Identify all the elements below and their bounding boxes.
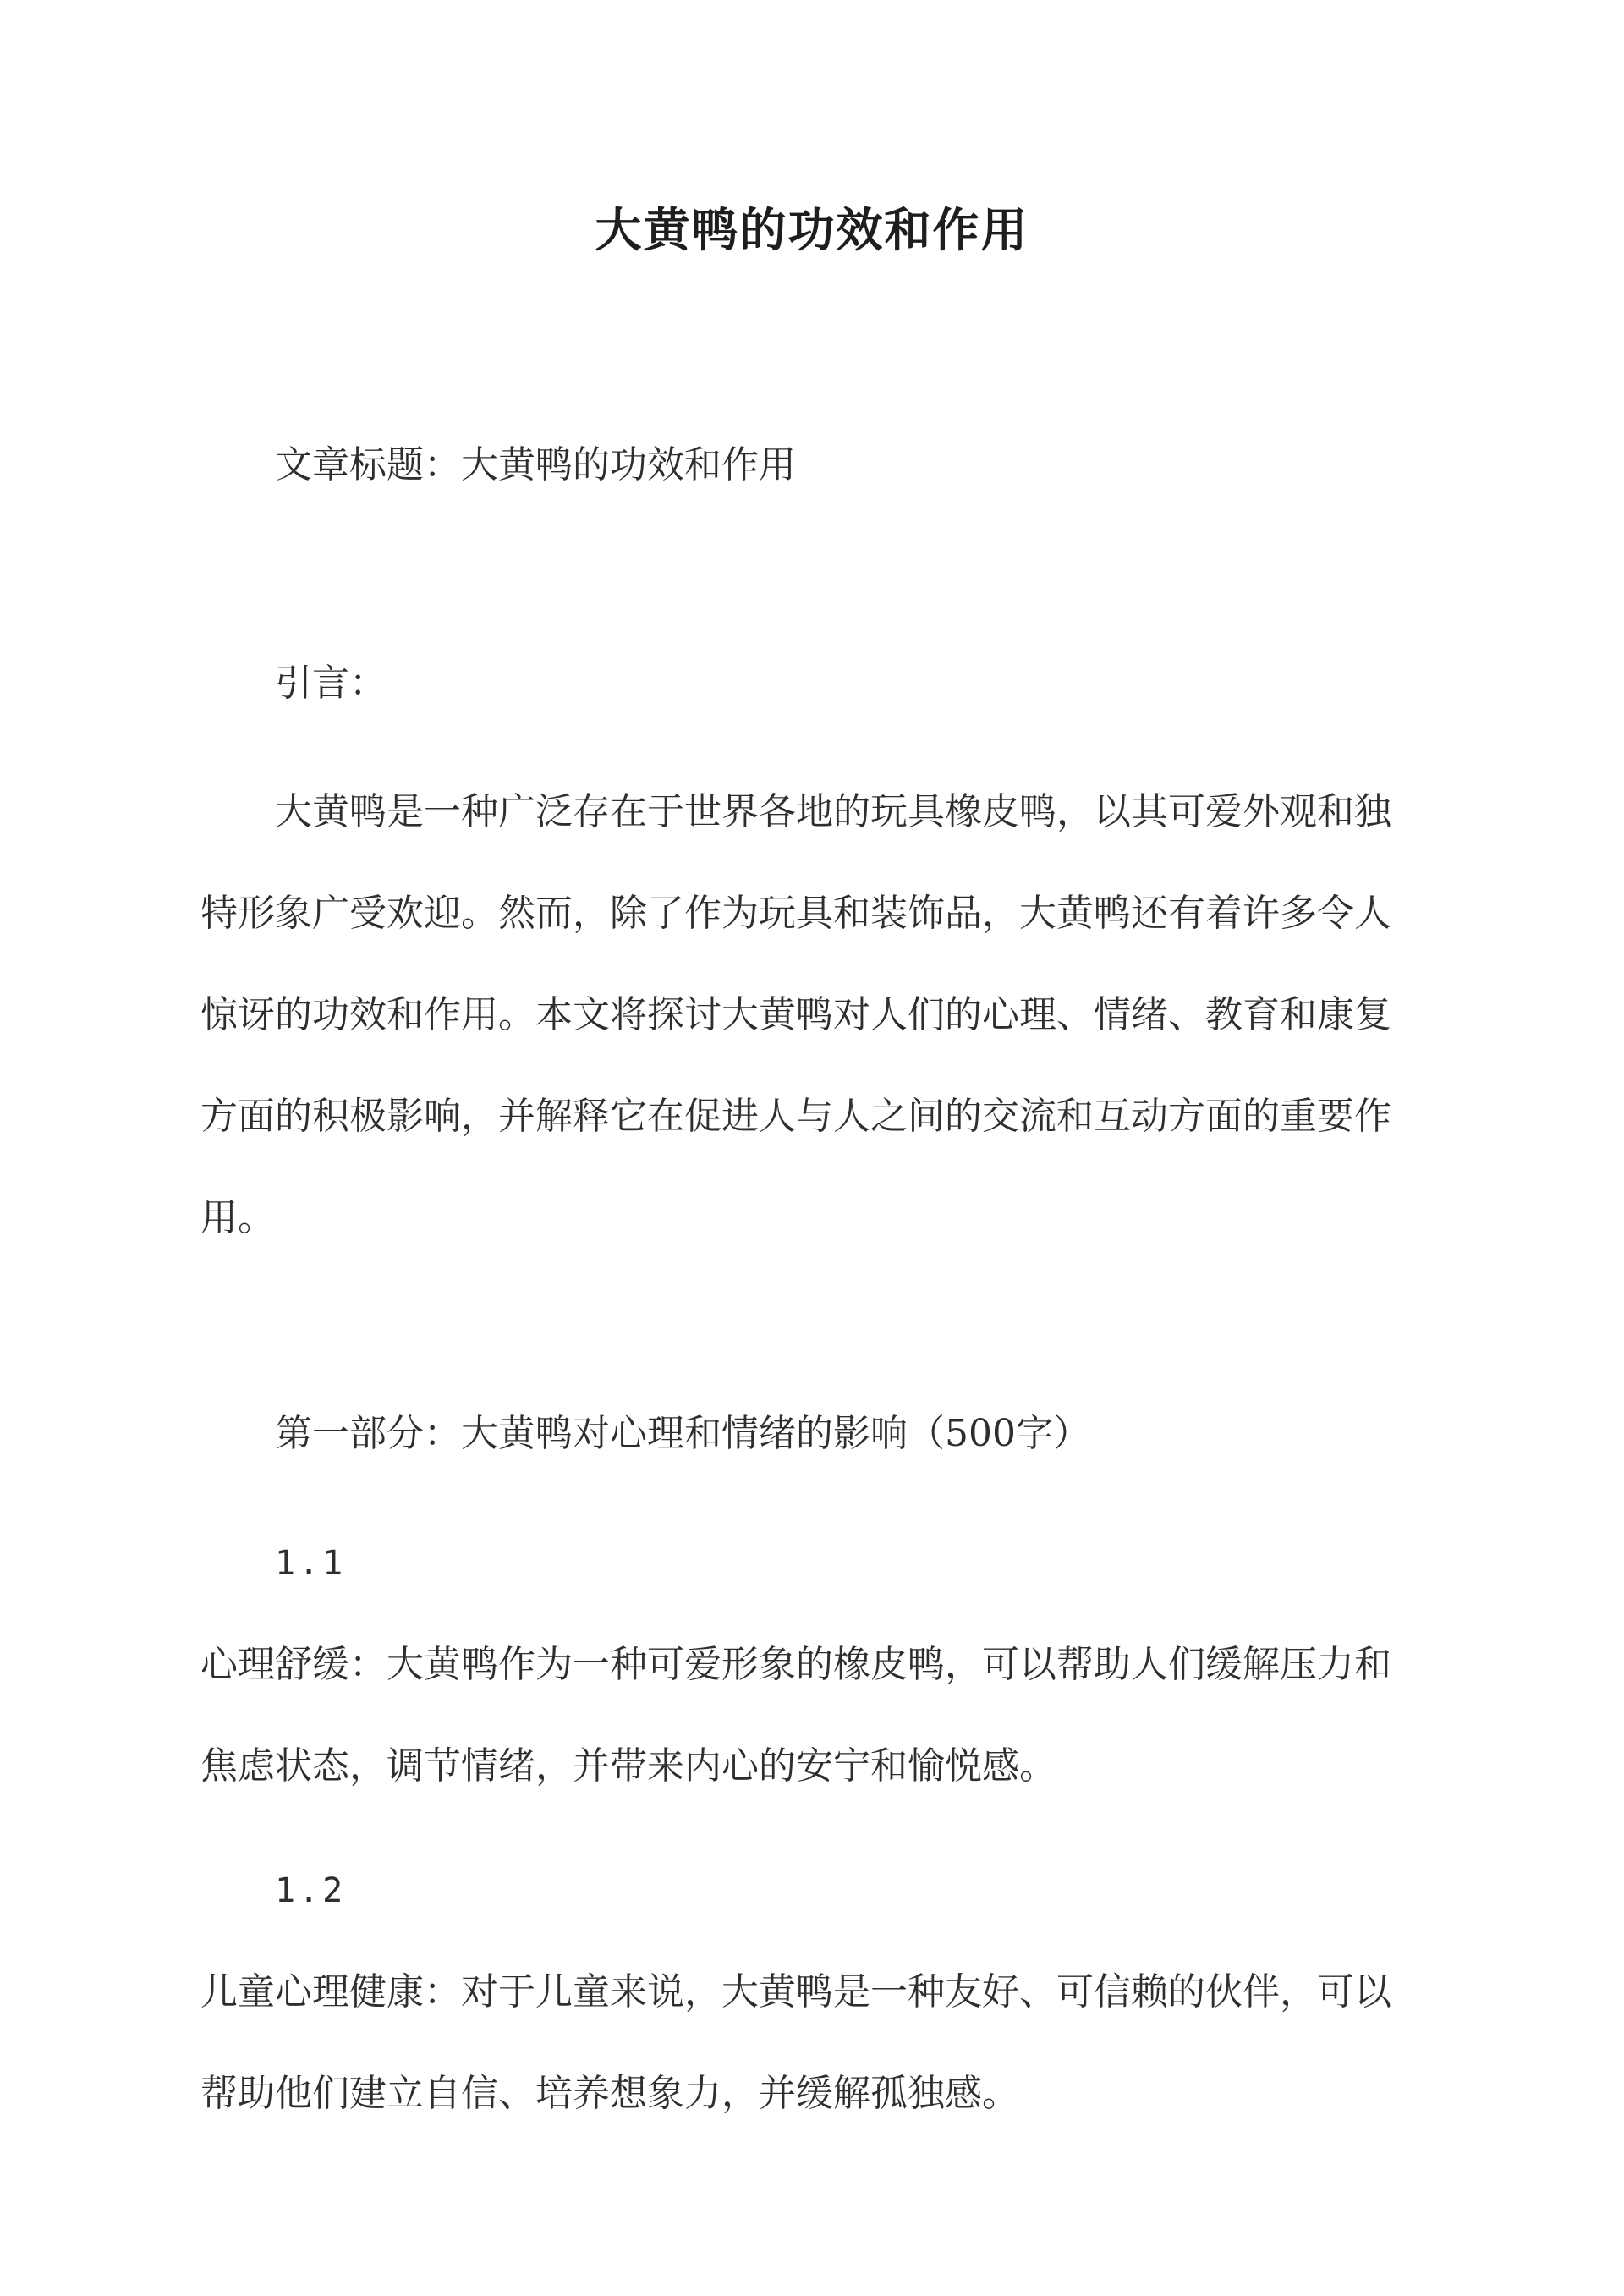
part1-heading: 第一部分：大黄鸭对心理和情绪的影响（500字） xyxy=(275,1412,1090,1455)
article-title-line: 文章标题：大黄鸭的功效和作用 xyxy=(275,443,796,486)
intro-line-4: 方面的积极影响，并解释它在促进人与人之间的交流和互动方面的重要作 xyxy=(200,1095,1391,1138)
intro-line-5: 用。 xyxy=(200,1196,275,1239)
intro-line-3: 惊讶的功效和作用。本文将探讨大黄鸭对人们的心理、情绪、教育和康复 xyxy=(200,993,1391,1036)
section-1-2-line-2: 帮助他们建立自信、培养想象力，并缓解孤独感。 xyxy=(200,2072,1019,2115)
section-1-1-line-2: 焦虑状态，调节情绪，并带来内心的安宁和愉悦感。 xyxy=(200,1744,1056,1788)
section-1-2-line-1: 儿童心理健康：对于儿童来说，大黄鸭是一种友好、可信赖的伙伴，可以 xyxy=(200,1970,1391,2013)
page-title: 大黄鸭的功效和作用 xyxy=(595,202,1029,257)
section-1-1-line-1: 心理舒缓：大黄鸭作为一种可爱形象的橡皮鸭，可以帮助人们缓解压力和 xyxy=(200,1643,1391,1686)
intro-label: 引言： xyxy=(275,662,387,705)
intro-line-2: 特形象广受欢迎。然而，除了作为玩具和装饰品，大黄鸭还有着许多令人 xyxy=(200,892,1391,935)
section-number: 1.2 xyxy=(275,1871,347,1910)
intro-line-1: 大黄鸭是一种广泛存在于世界各地的玩具橡皮鸭，以其可爱外观和独 xyxy=(275,790,1391,833)
section-number: 1.1 xyxy=(275,1544,347,1583)
